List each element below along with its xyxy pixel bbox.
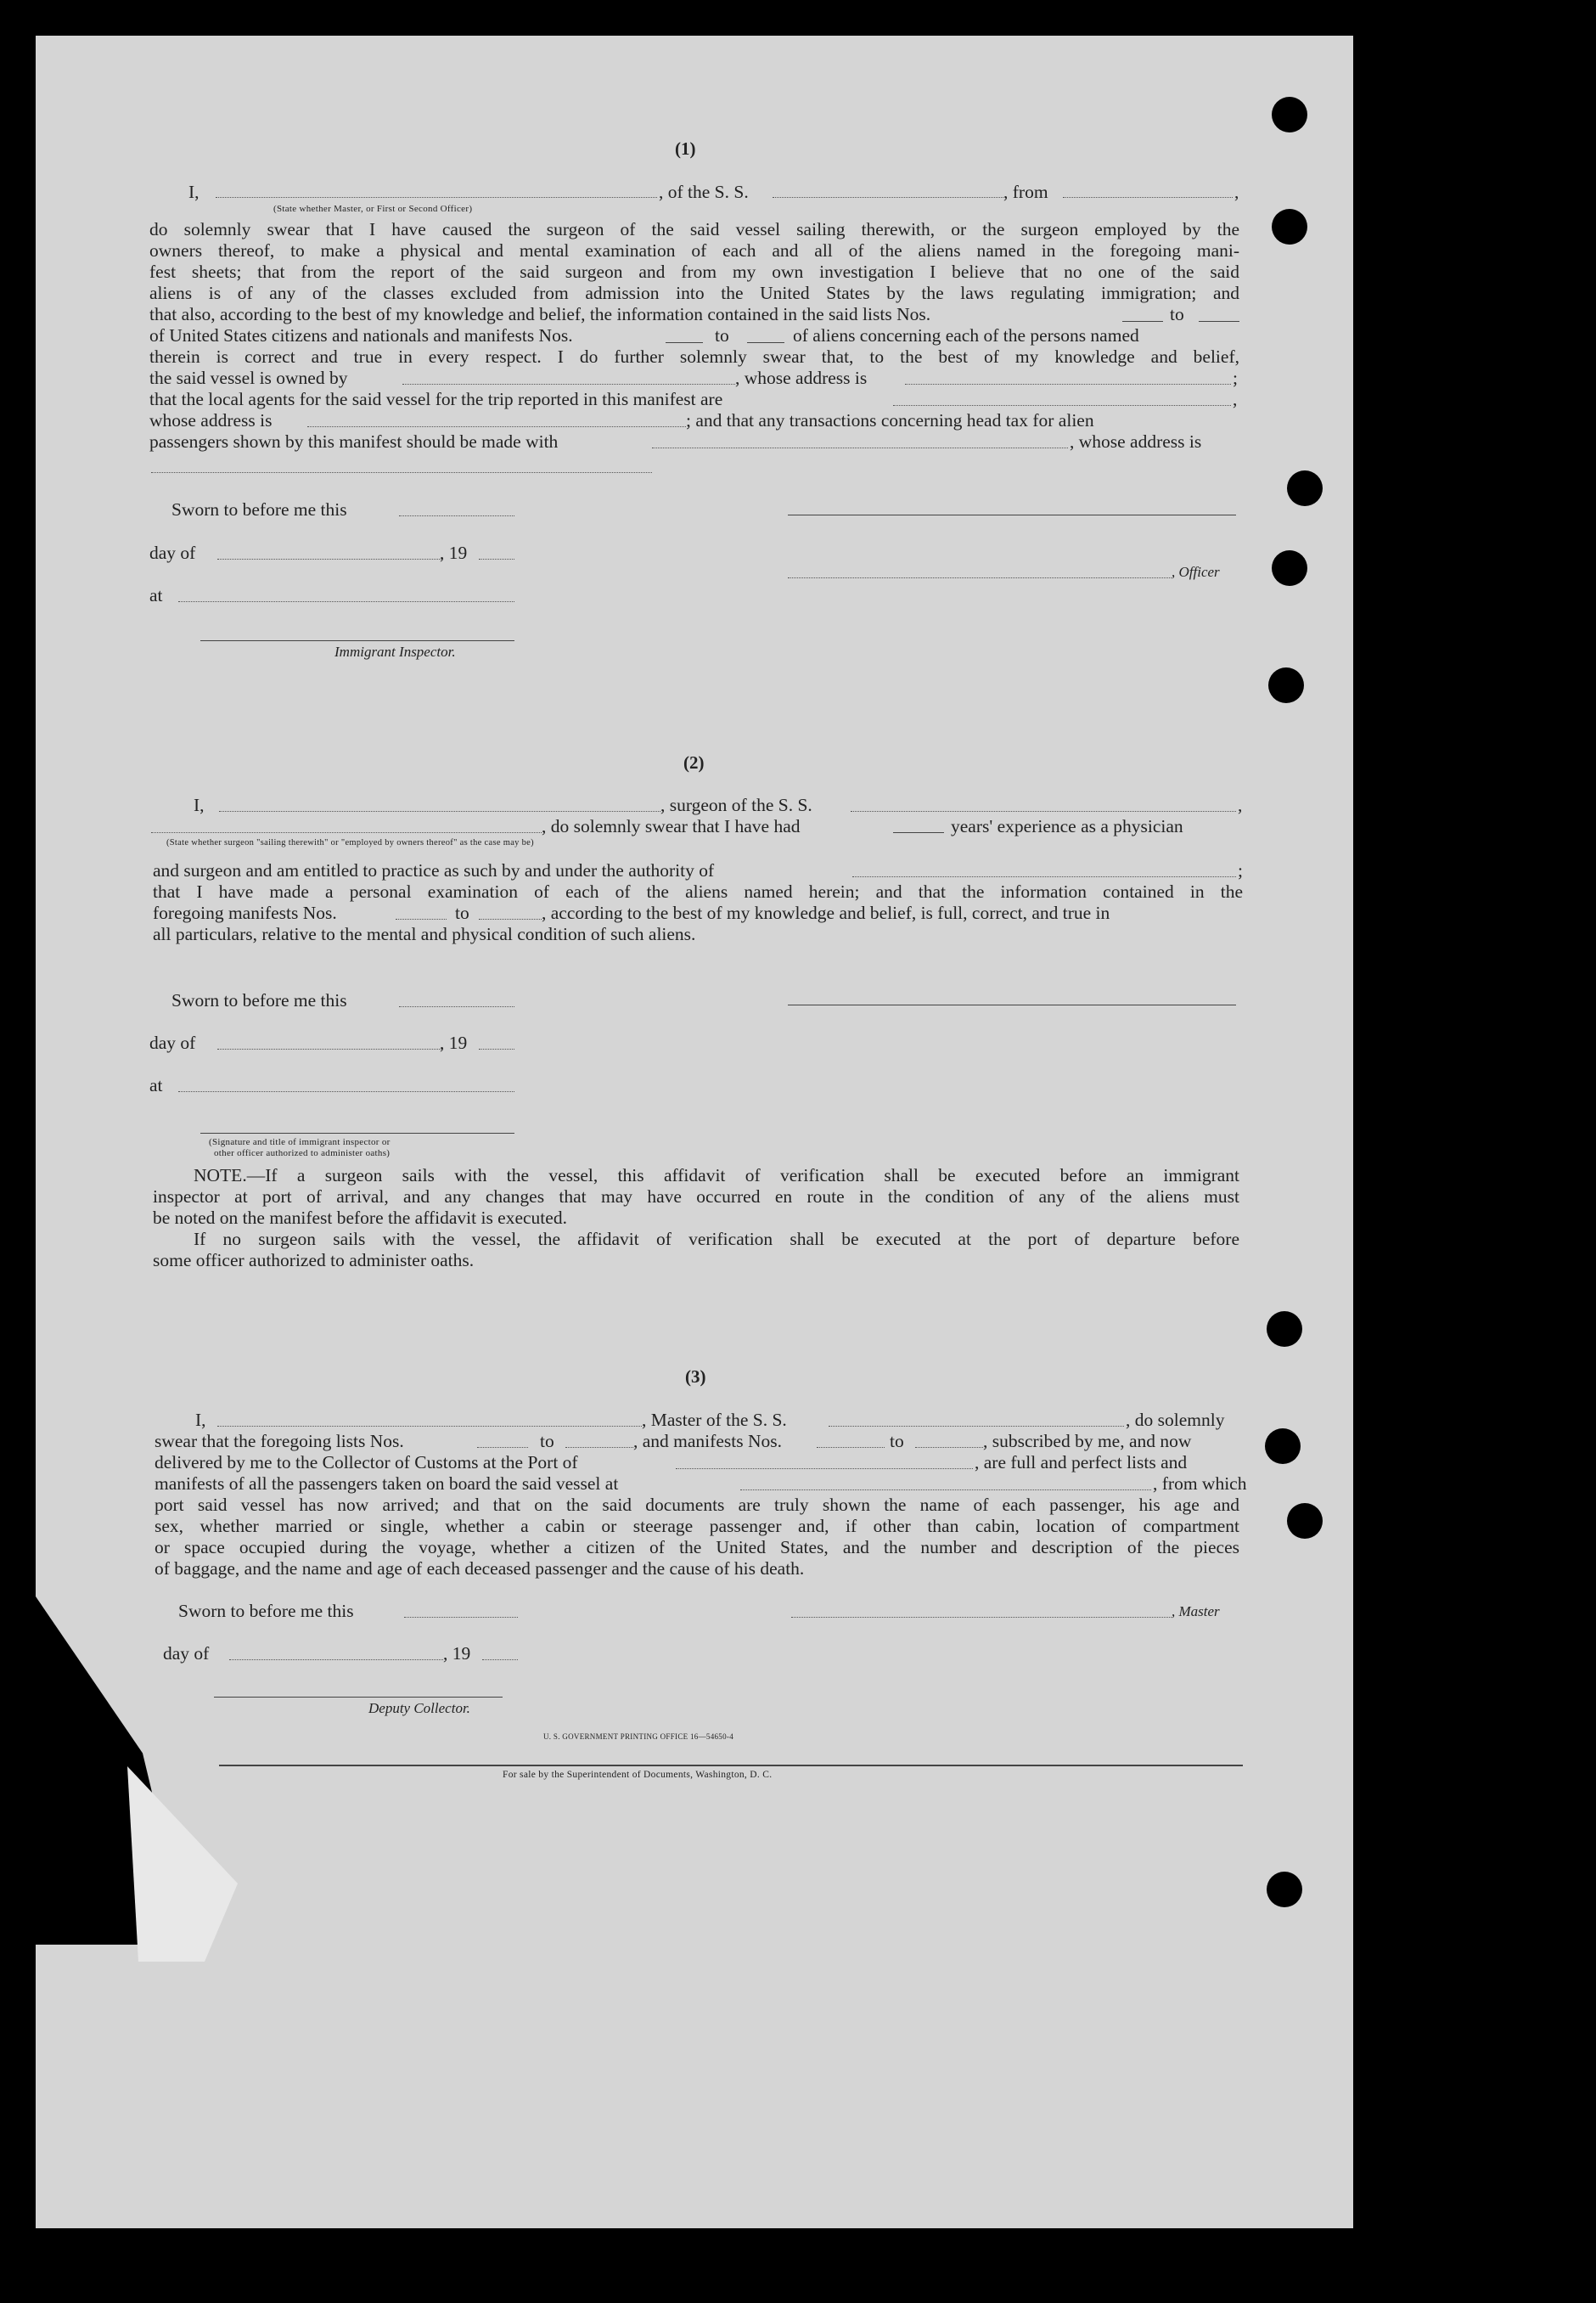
caption-signature: (Signature and title of immigrant inspector or [209,1137,391,1147]
blank-month[interactable] [217,1049,441,1050]
label-of-ss: , of the S. S. [659,182,749,202]
oath-line: that also, according to the best of my knowledge and belief, the information contained in the said lists Nos. [149,304,931,324]
blank-owner-address[interactable] [905,384,1231,385]
blank-year[interactable] [479,1049,514,1050]
label-i: I, [194,795,205,815]
oath-line: aliens is of any of the classes excluded from admission into the United States by the laws regulating immigration; and [149,283,1239,303]
blank-surgeon-name[interactable] [219,811,660,812]
blank-year[interactable] [482,1659,518,1660]
blank-place[interactable] [178,601,514,602]
oath-line: that I have made a personal examination of each of the aliens named herein; and that the information contained in the [153,881,1243,902]
note-line: be noted on the manifest before the affidavit is executed. [153,1208,567,1228]
blank-manifest-to[interactable] [915,1447,983,1448]
blank-sworn-day[interactable] [399,1006,514,1007]
blank-vessel-name[interactable] [851,811,1236,812]
label-at: at [149,1075,163,1095]
inspector-signature-line[interactable] [200,640,514,641]
label-owned-by: the said vessel is owned by [149,368,348,388]
blank-officer-signature[interactable] [788,577,1172,578]
comma: , [1234,182,1239,202]
section-number: (3) [685,1366,706,1387]
caption-officer-rank: (State whether Master, or First or Second Officer) [273,204,473,214]
blank-local-agents[interactable] [893,405,1231,406]
punch-hole [1267,1872,1302,1907]
note-line: NOTE.—If a surgeon sails with the vessel, this affidavit of verification shall be executed before an immigrant [194,1165,1239,1185]
blank-list-to[interactable] [565,1447,633,1448]
label-to: to [715,325,729,346]
oath-line: all particulars, relative to the mental and physical condition of such aliens. [153,924,696,944]
blank-owner[interactable] [402,384,735,385]
printer-imprint: U. S. GOVERNMENT PRINTING OFFICE 16—54650-4 [543,1732,733,1741]
oath-line: or space occupied during the voyage, whether a citizen of the United States, and the number and description of the pieces [155,1537,1239,1557]
label-whose-address: whose address is [149,410,273,431]
blank-manifest-from[interactable] [817,1447,885,1448]
label-day-of: day of [149,543,196,563]
blank-from-port[interactable] [1063,197,1233,198]
label-swear-lists: swear that the foregoing lists Nos. [155,1431,404,1451]
oath-line: owners thereof, to make a physical and mental examination of each and all of the aliens named in the foregoing mani- [149,240,1239,261]
punch-hole [1287,1503,1323,1539]
label-master-of: , Master of the S. S. [642,1410,787,1430]
blank-master-name[interactable] [217,1426,642,1427]
label-from-which: , from which [1153,1473,1247,1494]
blank-sworn-day[interactable] [404,1617,518,1618]
blank-vessel-name[interactable] [773,197,1003,198]
oath-line: therein is correct and true in every respect. I do further solemnly swear that, to the best of my knowledge and belief, [149,346,1239,367]
oath-line: of aliens concerning each of the persons named [793,325,1139,346]
blank-manifest-from[interactable] [396,919,447,920]
blank-manifest-to[interactable] [747,342,784,343]
oath-line: of United States citizens and nationals and manifests Nos. [149,325,573,346]
label-full-lists: , are full and perfect lists and [975,1452,1188,1472]
oath-line: fest sheets; that from the report of the said surgeon and from my own investigation I believe that no one of the said [149,262,1239,282]
label-to: to [890,1431,904,1451]
label-sworn: Sworn to before me this [178,1601,354,1621]
label-surgeon-of: , surgeon of the S. S. [660,795,812,815]
inspector-signature-line[interactable] [200,1133,514,1134]
oath-line: sex, whether married or single, whether a cabin or steerage passenger and, if other than cabin, location of compartment [155,1516,1239,1536]
blank-master-signature[interactable] [791,1617,1172,1618]
label-whose-address: , whose address is [1070,431,1202,452]
label-i: I, [188,182,200,202]
label-immigrant-inspector: Immigrant Inspector. [334,644,456,660]
label-to: to [1170,304,1184,324]
punch-hole [1267,1311,1302,1347]
blank-departure-port[interactable] [740,1489,1151,1490]
punch-hole [1272,97,1307,132]
oath-line: of baggage, and the name and age of each deceased passenger and the cause of his death. [155,1558,805,1579]
comma: , [1238,795,1243,815]
caption-surgeon-status: (State whether surgeon "sailing therewith" or "employed by owners thereof" as the case may be) [166,838,534,847]
label-taken-on-board: manifests of all the passengers taken on board the said vessel at [155,1473,619,1494]
note-line: some officer authorized to administer oaths. [153,1250,475,1270]
punch-hole [1287,470,1323,506]
oath-line: do solemnly swear that I have caused the surgeon of the said vessel sailing therewith, or the surgeon employed by the [149,219,1239,239]
comma: , [1233,389,1238,409]
blank-month[interactable] [217,559,441,560]
label-officer: , Officer [1172,564,1220,580]
punch-hole [1272,550,1307,586]
label-to: to [455,903,469,923]
blank-years[interactable] [893,832,944,833]
semicolon: ; [1238,860,1243,881]
punch-hole [1272,209,1307,245]
note-line: inspector at port of arrival, and any changes that may have occurred en route in the condition of any of the aliens must [153,1186,1239,1207]
label-local-agents: that the local agents for the said vessel for the trip reported in this manifest are [149,389,723,409]
blank-year[interactable] [479,559,514,560]
label-sworn: Sworn to before me this [171,990,347,1011]
label-head-tax: passengers shown by this manifest should be made with [149,431,559,452]
label-to: to [540,1431,554,1451]
blank-list-from[interactable] [1122,321,1163,322]
oath-line: port said vessel has now arrived; and that on the said documents are truly shown the name of each passenger, his age and [155,1495,1239,1515]
blank-list-to[interactable] [1199,321,1239,322]
footer-rule [219,1765,1243,1766]
semicolon: ; [1233,368,1238,388]
blank-manifest-from[interactable] [666,342,703,343]
label-experience: years' experience as a physician [951,816,1183,836]
section-number: (1) [675,138,696,159]
blank-sworn-day[interactable] [399,515,514,516]
for-sale-note: For sale by the Superintendent of Documents, Washington, D. C. [503,1770,773,1780]
label-year: , 19 [443,1643,471,1664]
label-at: at [149,585,163,605]
label-manifests: , and manifests Nos. [633,1431,782,1451]
label-swear: , do solemnly swear that I have had [542,816,801,836]
note-line: If no surgeon sails with the vessel, the affidavit of verification shall be executed at the port of departure before [194,1229,1239,1249]
label-day-of: day of [163,1643,210,1664]
punch-hole [1268,667,1304,703]
oath-line: ; and that any transactions concerning head tax for alien [686,410,1094,431]
label-manifests: foregoing manifests Nos. [153,903,337,923]
blank-head-tax-address[interactable] [151,472,652,473]
label-authority: and surgeon and am entitled to practice as such by and under the authority of [153,860,715,881]
label-year: , 19 [440,543,468,563]
oath-line: , according to the best of my knowledge and belief, is full, correct, and true in [542,903,1110,923]
label-subscribed: , subscribed by me, and now [983,1431,1192,1451]
blank-manifest-to[interactable] [479,919,542,920]
label-deputy-collector: Deputy Collector. [368,1700,470,1716]
blank-officer-name[interactable] [216,197,657,198]
blank-agents-address[interactable] [307,426,686,427]
label-day-of: day of [149,1033,196,1053]
blank-list-from[interactable] [477,1447,528,1448]
collector-signature-line[interactable] [214,1697,503,1698]
section-number: (2) [683,752,705,773]
label-year: , 19 [440,1033,468,1053]
label-sworn: Sworn to before me this [171,499,347,520]
label-from: , from [1003,182,1048,202]
label-i: I, [195,1410,206,1430]
punch-hole [1265,1428,1301,1464]
blank-month[interactable] [229,1659,443,1660]
blank-port[interactable] [676,1468,973,1469]
label-master: , Master [1172,1603,1220,1619]
caption-signature: other officer authorized to administer oaths) [214,1148,391,1158]
label-port-of: delivered by me to the Collector of Customs at the Port of [155,1452,578,1472]
blank-place[interactable] [178,1091,514,1092]
label-whose-address: , whose address is [735,368,868,388]
label-do-solemnly: , do solemnly [1126,1410,1225,1430]
blank-surgeon-status[interactable] [151,832,542,833]
blank-vessel-name[interactable] [829,1426,1124,1427]
blank-authority[interactable] [852,876,1236,877]
